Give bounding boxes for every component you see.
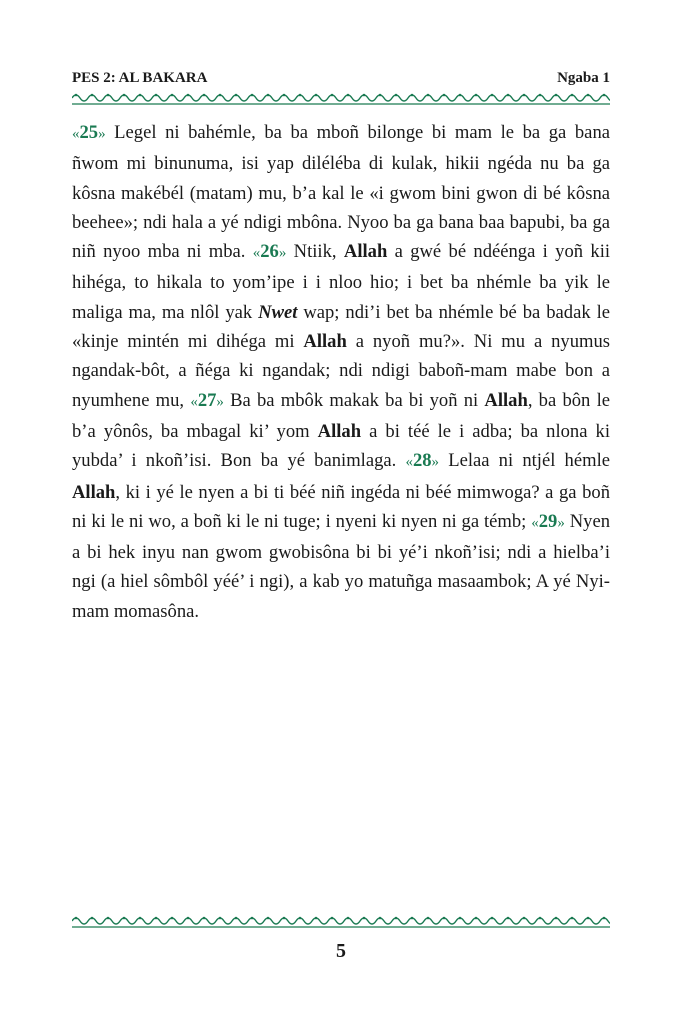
ornament-leaf xyxy=(411,917,414,920)
surah-title: PES 2: AL BAKARA xyxy=(72,70,208,86)
ornament-leaf xyxy=(299,94,302,97)
ornament-leaf xyxy=(363,94,366,97)
ornament-leaf xyxy=(539,94,542,97)
verse-number-value: 25 xyxy=(79,122,99,143)
ornament-leaf xyxy=(299,917,302,920)
ornament-leaf xyxy=(507,917,510,920)
verse-text: a bi téé le i adba; ba nlona ki yubda’ i nkoñ’isi. Bon ba yé banimlaga. xyxy=(72,420,610,472)
ornament-leaf xyxy=(459,94,462,97)
ornament-leaf xyxy=(523,917,526,920)
ornament-leaf xyxy=(603,917,606,920)
emphasis-title: Nwet xyxy=(258,301,298,323)
ornament-leaf xyxy=(427,917,430,920)
ornament-leaf xyxy=(267,917,270,920)
ornament-leaf xyxy=(395,94,398,97)
verse-text: Nyen a bi hek inyu nan gwom gwobisôna bi bi yé’i nkoñ’isi; ndi a hielba’i ngi (a hiel sômbôl yéé’ i ngi), a kab yo matuñga masaambok; A yé Nyi-mam momasôna. xyxy=(72,510,610,622)
ornament-wave xyxy=(72,95,610,101)
ornament-leaf xyxy=(443,917,446,920)
verse-number-value: 26 xyxy=(260,241,279,263)
bottom-ornament-border xyxy=(72,913,610,929)
ornament-leaf xyxy=(219,94,222,97)
ornament-leaf xyxy=(459,917,462,920)
verse-number xyxy=(531,511,565,532)
ornament-leaf xyxy=(107,917,110,920)
ornament-wave xyxy=(72,918,610,924)
ornament-leaf xyxy=(219,917,222,920)
ornament-leaf xyxy=(555,917,558,920)
verse-text: wap; ndi’i bet ba nhémle bé ba badak le «kinje mintén mi dihéga mi xyxy=(72,301,610,353)
verse-text: Ba ba mbôk makak ba bi yoñ ni xyxy=(223,389,485,411)
ornament-leaf xyxy=(155,917,158,920)
emphasis-name: Allah xyxy=(317,420,362,442)
verse-number xyxy=(72,122,106,143)
ornament-leaf xyxy=(235,94,238,97)
emphasis-name: Allah xyxy=(484,389,528,411)
verse-open-bracket: « xyxy=(190,393,198,410)
verse-text: a gwé bé ndéénga i yoñ kii hihéga, to hikala to yom’ipe i i nloo hio; i bet ba nhémle ba yik le maliga ma, ma nlôl yak xyxy=(72,241,611,323)
ornament-leaf xyxy=(75,917,78,920)
verse-number xyxy=(405,450,439,471)
ornament-leaf xyxy=(155,94,158,97)
ornament-leaf xyxy=(283,94,286,97)
ornament-leaf xyxy=(379,917,382,920)
verse-close-bracket: » xyxy=(98,126,106,142)
ornament-leaf xyxy=(475,917,478,920)
section-label: Ngaba 1 xyxy=(557,70,610,86)
ornament-leaf xyxy=(379,94,382,97)
verse-number-value: 29 xyxy=(538,510,558,532)
verse-close-bracket: » xyxy=(431,454,440,471)
ornament-leaf xyxy=(347,94,350,97)
ornament-leaf xyxy=(187,94,190,97)
ornament-leaf xyxy=(411,94,414,97)
ornament-leaf xyxy=(507,94,510,97)
ornament-leaf xyxy=(235,917,238,920)
verse-close-bracket: » xyxy=(557,514,565,531)
ornament-leaf xyxy=(523,94,526,97)
ornament-leaf xyxy=(123,94,126,97)
ornament-leaf xyxy=(139,94,142,97)
ornament-leaf xyxy=(203,917,206,920)
ornament-leaf xyxy=(139,917,142,920)
emphasis-name: Allah xyxy=(343,241,388,263)
ornament-leaf xyxy=(315,94,318,97)
ornament-leaf xyxy=(363,917,366,920)
verse-close-bracket: » xyxy=(278,245,287,262)
verse-text: , ki i yé le nyen a bi ti béé niñ ingéda ni béé mimwoga? a ga boñ ni ki le ni wo, a boñ ki le ni tuge; i nyeni ki nyen ni ga témb; xyxy=(72,481,610,532)
ornament-leaf xyxy=(427,94,430,97)
ornament-leaf xyxy=(123,917,126,920)
ornament-leaf xyxy=(75,94,78,97)
verse-open-bracket: « xyxy=(531,514,539,531)
verse-number xyxy=(190,390,224,411)
verse-number-value: 28 xyxy=(412,450,432,472)
emphasis-name: Allah xyxy=(72,481,116,503)
ornament-leaf xyxy=(555,94,558,97)
top-ornament-border xyxy=(72,90,610,106)
verse-text: Ntiik, xyxy=(286,241,344,263)
ornament-leaf xyxy=(571,94,574,97)
ornament-leaf xyxy=(587,94,590,97)
ornament-leaf xyxy=(571,917,574,920)
ornament-leaf xyxy=(267,94,270,97)
verse-number xyxy=(253,241,287,262)
ornament-leaf xyxy=(187,917,190,920)
ornament-leaf xyxy=(395,917,398,920)
verse-text: Lelaa ni ntjél hémle xyxy=(439,450,610,472)
verse-open-bracket: « xyxy=(252,245,261,262)
ornament-leaf xyxy=(331,917,334,920)
ornament-leaf xyxy=(315,917,318,920)
verse-text-block xyxy=(72,118,610,626)
ornament-leaf xyxy=(283,917,286,920)
page-number: 5 xyxy=(336,940,346,962)
verse-text: Legel ni bahémle, ba ba mboñ bilonge bi mam le ba ga bana ñwom mi binunuma, isi yap diléléba di kulak, hikii ngéda nu ba ga kôsna makébél (matam) mu, b’a kal le «i gwom bini gwon di bé kôsna beehee»; ndi hala a yé ndigi mbôna. Nyoo ba ga bana baa bapubi, ba ga niñ nyoo mba ni mba. xyxy=(72,122,610,263)
verse-text: , ba bôn le b’a yônôs, ba mbagal ki’ yom xyxy=(72,389,610,442)
ornament-leaf xyxy=(251,917,254,920)
ornament-leaf xyxy=(491,917,494,920)
verse-open-bracket: « xyxy=(72,126,80,142)
ornament-leaf xyxy=(331,94,334,97)
emphasis-name: Allah xyxy=(303,331,347,353)
verse-close-bracket: » xyxy=(216,393,224,410)
ornament-leaf xyxy=(251,94,254,97)
verse-number-value: 27 xyxy=(197,389,217,411)
ornament-leaf xyxy=(91,94,94,97)
ornament-leaf xyxy=(539,917,542,920)
ornament-leaf xyxy=(603,94,606,97)
ornament-leaf xyxy=(171,917,174,920)
ornament-leaf xyxy=(171,94,174,97)
ornament-leaf xyxy=(347,917,350,920)
ornament-leaf xyxy=(203,94,206,97)
verse-text: a nyoñ mu?». Ni mu a nyumus ngandak-bôt, a ñéga ki ngandak; ndi ndigi baboñ-mam mabe bon a nyumhene mu, xyxy=(72,331,610,411)
ornament-leaf xyxy=(587,917,590,920)
ornament-leaf xyxy=(443,94,446,97)
ornament-leaf xyxy=(91,917,94,920)
verse-open-bracket: « xyxy=(405,454,413,471)
ornament-leaf xyxy=(491,94,494,97)
ornament-leaf xyxy=(107,94,110,97)
ornament-leaf xyxy=(475,94,478,97)
